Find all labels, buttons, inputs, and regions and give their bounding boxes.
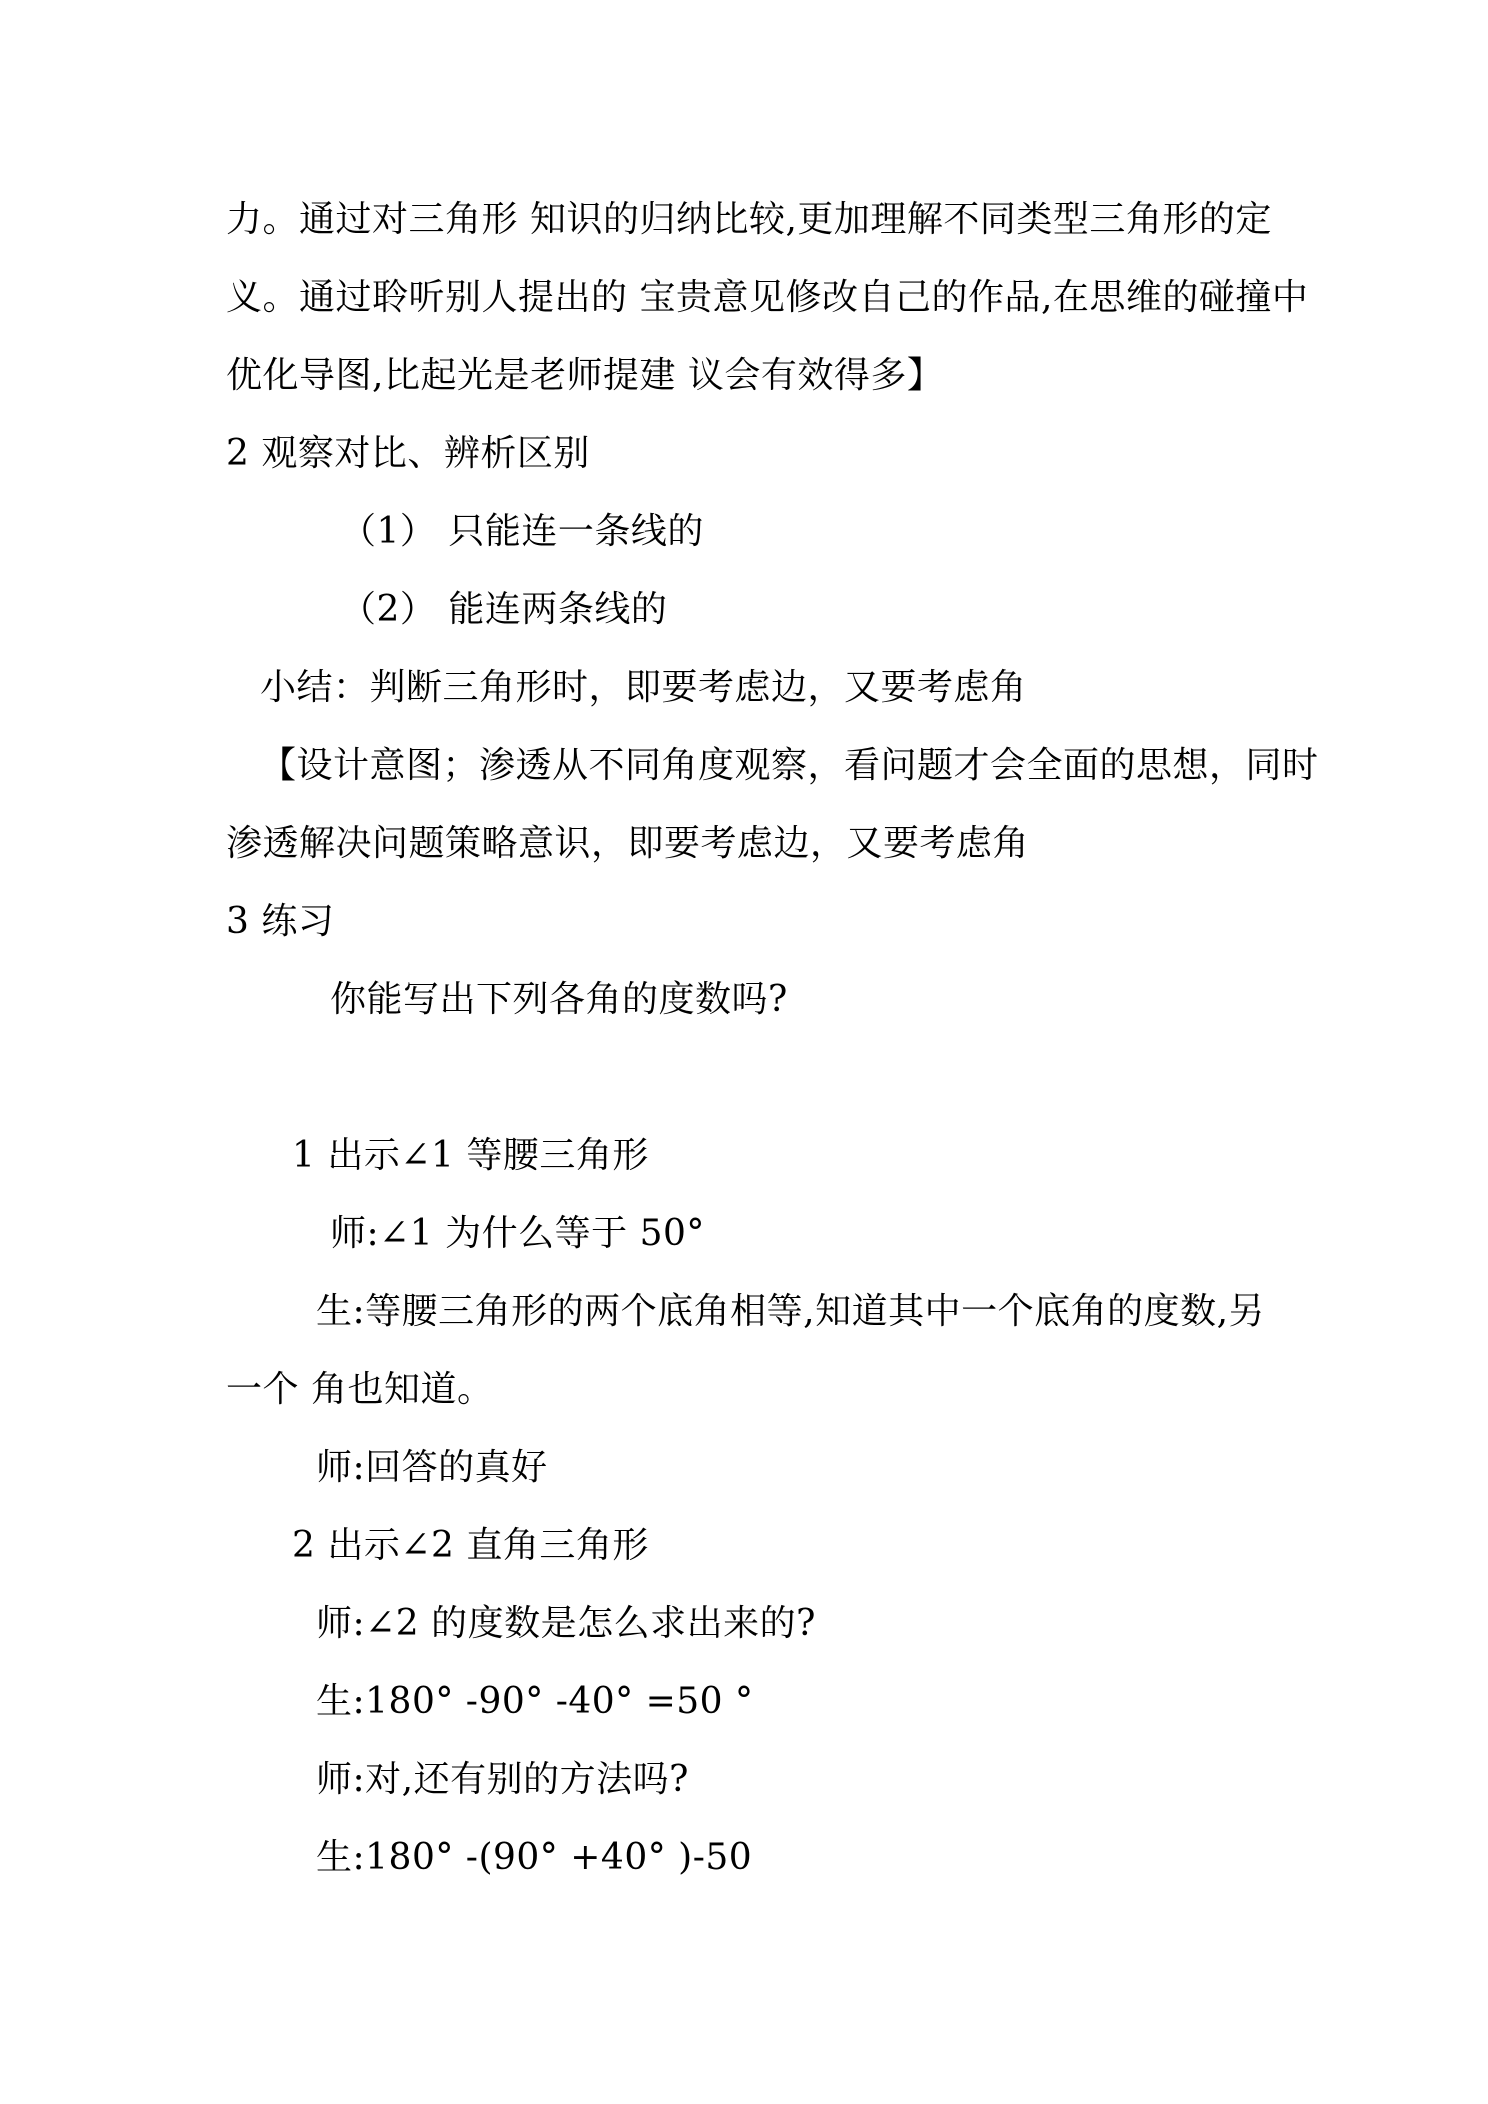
summary-line: 小结：判断三角形时，即要考虑边，又要考虑角 xyxy=(260,667,1027,708)
text-line: 义。通过聆听别人提出的 宝贵意见修改自己的作品,在思维的碰撞中 xyxy=(226,277,1309,318)
dialogue-line: 师:∠1 为什么等于 50° xyxy=(330,1213,705,1254)
text-line: 力。通过对三角形 知识的归纳比较,更加理解不同类型三角形的定 xyxy=(226,199,1272,240)
dialogue-line: 师:回答的真好 xyxy=(316,1447,548,1488)
dialogue-line: 师:对,还有别的方法吗? xyxy=(316,1759,689,1800)
list-item: （1） 只能连一条线的 xyxy=(340,511,704,552)
section-heading: 2 观察对比、辨析区别 xyxy=(226,433,590,474)
dialogue-line: 生:180° -90° -40° =50 ° xyxy=(316,1681,754,1722)
text-line: 1 出示∠1 等腰三角形 xyxy=(292,1135,649,1176)
section-heading: 3 练习 xyxy=(226,901,335,942)
question-line: 你能写出下列各角的度数吗? xyxy=(330,979,788,1020)
dialogue-line: 生:等腰三角形的两个底角相等,知道其中一个底角的度数,另 xyxy=(316,1291,1266,1332)
text-line: 优化导图,比起光是老师提建 议会有效得多】 xyxy=(226,355,944,396)
dialogue-line: 师:∠2 的度数是怎么求出来的? xyxy=(316,1603,816,1644)
text-line: 渗透解决问题策略意识，即要考虑边，又要考虑角 xyxy=(226,823,1030,864)
list-item: （2） 能连两条线的 xyxy=(340,589,668,630)
text-line: 2 出示∠2 直角三角形 xyxy=(292,1525,649,1566)
dialogue-line: 生:180° -(90° +40° )-50 xyxy=(316,1837,753,1878)
dialogue-line: 一个 角也知道。 xyxy=(226,1369,494,1410)
design-intent-line: 【设计意图；渗透从不同角度观察，看问题才会全面的思想，同时 xyxy=(260,745,1319,786)
